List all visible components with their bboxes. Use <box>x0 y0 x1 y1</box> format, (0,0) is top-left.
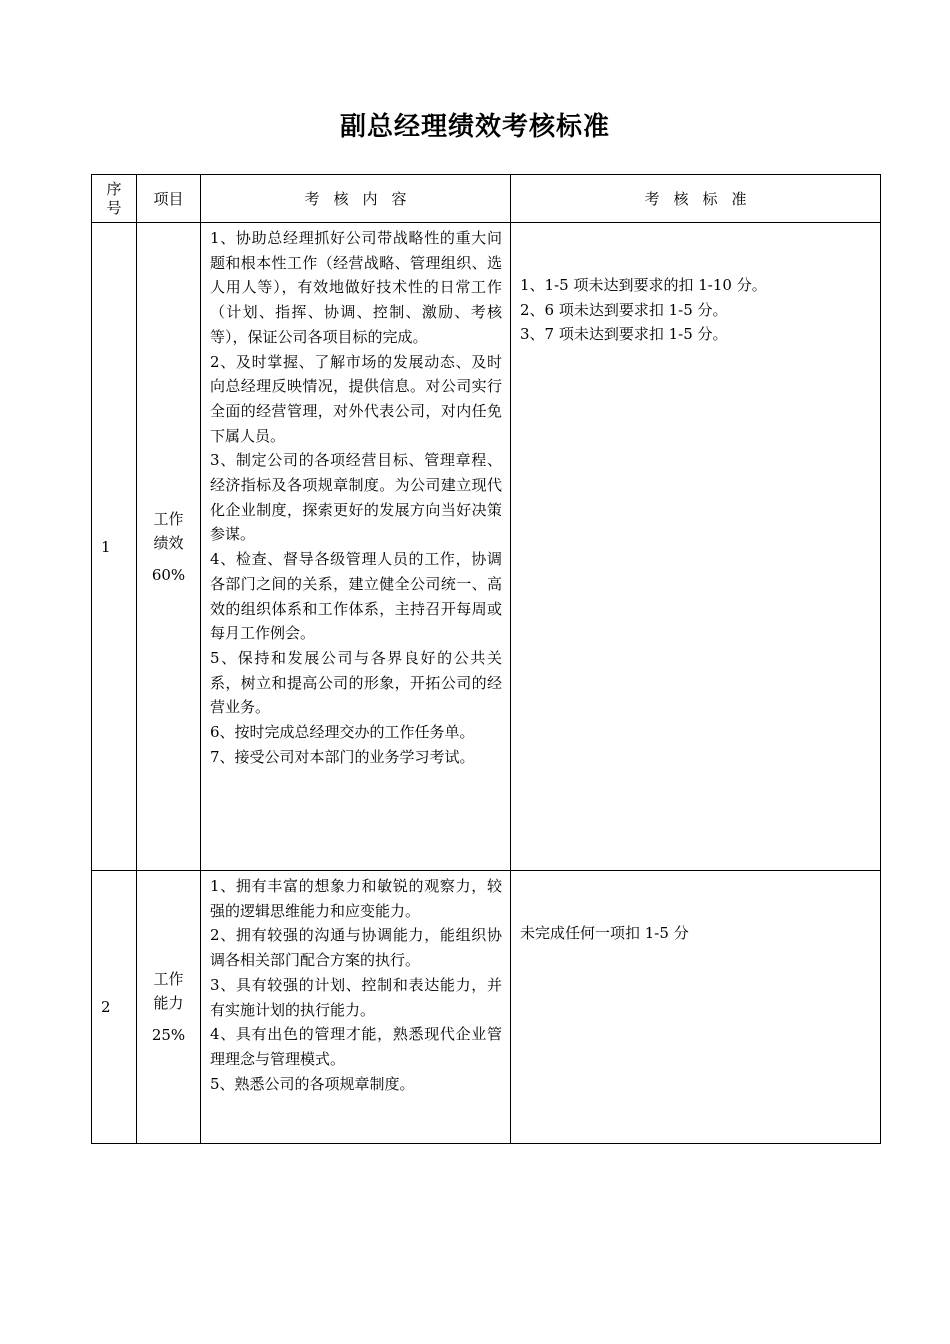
header-seq <box>92 175 137 223</box>
item-name-line2: 能力 <box>153 994 184 1012</box>
row-seq: 1 <box>92 223 137 871</box>
standard-line: 未完成任何一项扣 1-5 分 <box>520 924 689 942</box>
content-paragraph: 7、接受公司对本部门的业务学习考试。 <box>210 747 475 766</box>
content-paragraph: 2、拥有较强的沟通与协调能力，能组织协调各相关部门配合方案的执行。 <box>210 926 502 970</box>
header-seq-label: 序号 <box>106 179 122 217</box>
header-item: 项目 <box>137 175 201 223</box>
content-paragraph: 1、协助总经理抓好公司带战略性的重大问题和根本性工作（经营战略、管理组织、选人用人等），有效地做好技术性的日常工作（计划、指挥、协调、控制、激励、考核等），保证公司各项目标的完成。 <box>210 229 502 346</box>
standard-line: 1、1-5 项未达到要求的扣 1-10 分。 <box>520 276 767 294</box>
content-paragraph: 3、具有较强的计划、控制和表达能力，并有实施计划的执行能力。 <box>210 975 502 1019</box>
item-weight: 25% <box>151 1026 186 1044</box>
item-name-line1: 工作 <box>153 509 184 528</box>
content-paragraph: 6、按时完成总经理交办的工作任务单。 <box>210 723 475 742</box>
item-name-line2: 绩效 <box>153 533 184 552</box>
content-paragraph: 2、及时掌握、了解市场的发展动态、及时向总经理反映情况，提供信息。对公司实行全面的经营管理，对外代表公司，对内任免下属人员。 <box>210 352 502 445</box>
standard-line: 2、6 项未达到要求扣 1-5 分。 <box>520 300 728 319</box>
header-content-label: 考核内容 <box>304 190 421 208</box>
document-title: 副总经理绩效考核标准 <box>339 112 610 142</box>
row-standard <box>511 871 881 1144</box>
content-paragraph: 3、制定公司的各项经营目标、管理章程、经济指标及各项规章制度。为公司建立现代化企业制度，探索更好的发展方向当好决策参谋。 <box>210 451 502 544</box>
row-content <box>201 223 511 871</box>
row-seq: 2 <box>92 871 137 1144</box>
content-paragraph: 1、拥有丰富的想象力和敏锐的观察力，较强的逻辑思维能力和应变能力。 <box>210 877 502 920</box>
standard-line: 3、7 项未达到要求扣 1-5 分。 <box>520 325 728 344</box>
content-paragraph: 4、检查、督导各级管理人员的工作，协调各部门之间的关系，建立健全公司统一、高效的组织体系和工作体系，主持召开每周或每月工作例会。 <box>210 550 502 643</box>
content-paragraph: 4、具有出色的管理才能，熟悉现代企业管理理念与管理模式。 <box>210 1025 502 1068</box>
header-standard-label: 考核标准 <box>644 190 761 208</box>
item-name-line1: 工作 <box>153 970 184 988</box>
assessment-table <box>91 174 881 1144</box>
table-row <box>92 223 881 871</box>
content-paragraph: 5、熟悉公司的各项规章制度。 <box>210 1074 415 1093</box>
table-header-row <box>92 175 881 223</box>
table-row <box>92 871 881 1144</box>
content-paragraph: 5、保持和发展公司与各界良好的公共关系，树立和提高公司的形象，开拓公司的经营业务。 <box>210 648 502 717</box>
header-standard <box>511 175 881 223</box>
row-item <box>137 871 201 1144</box>
row-standard <box>511 223 881 871</box>
row-item <box>137 223 201 871</box>
header-content <box>201 175 511 223</box>
row-content <box>201 871 511 1144</box>
item-weight: 60% <box>151 565 186 584</box>
